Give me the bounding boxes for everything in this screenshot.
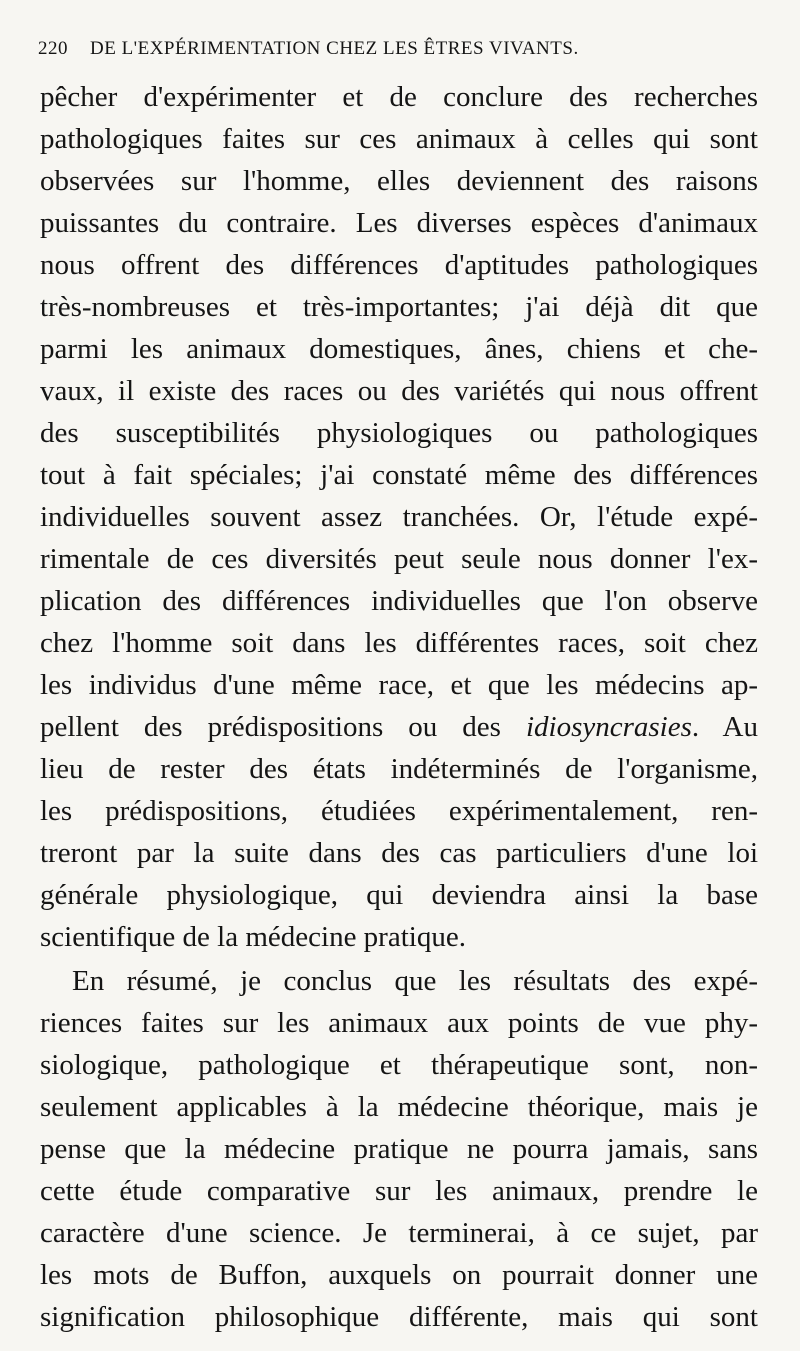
text-line: individuelles souvent assez tranchées. Or, l'étude expé-: [40, 501, 758, 533]
text-line: cette étude comparative sur les animaux, prendre le: [40, 1175, 758, 1207]
text-line: En résumé, je conclus que les résultats des expé-: [72, 965, 758, 997]
page-number: 220: [38, 38, 68, 59]
text-line: observées sur l'homme, elles deviennent des raisons: [40, 165, 758, 197]
text-line: tout à fait spéciales; j'ai constaté même des différences: [40, 459, 758, 491]
text-line: siologique, pathologique et thérapeutique sont, non-: [40, 1049, 758, 1081]
text-line: pathologiques faites sur ces animaux à celles qui sont: [40, 123, 758, 155]
text-line: les mots de Buffon, auxquels on pourrait donner une: [40, 1259, 758, 1291]
paragraph-2: [40, 960, 758, 1338]
text-line: plication des différences individuelles que l'on observe: [40, 585, 758, 617]
text-line: parmi les animaux domestiques, ânes, chiens et che-: [40, 333, 758, 365]
text-line: des susceptibilités physiologiques ou pathologiques: [40, 417, 758, 449]
text-line: treront par la suite dans des cas particuliers d'une loi: [40, 837, 758, 869]
text-line: signification philosophique différente, mais qui sont: [40, 1301, 758, 1333]
text-line: les individus d'une même race, et que les médecins ap-: [40, 669, 758, 701]
text-line: rimentale de ces diversités peut seule nous donner l'ex-: [40, 543, 758, 575]
text-line: très-nombreuses et très-importantes; j'ai déjà dit que: [40, 291, 758, 323]
text-line: nous offrent des différences d'aptitudes pathologiques: [40, 249, 758, 281]
text-line: caractère d'une science. Je terminerai, à ce sujet, par: [40, 1217, 758, 1249]
text-line: seulement applicables à la médecine théorique, mais je: [40, 1091, 758, 1123]
text-line: générale physiologique, qui deviendra ainsi la base: [40, 879, 758, 911]
running-title: DE L'EXPÉRIMENTATION CHEZ LES ÊTRES VIVANTS.: [90, 38, 579, 59]
text-line: puissantes du contraire. Les diverses espèces d'animaux: [40, 207, 758, 239]
italic-term: idiosyncrasies: [525, 711, 692, 743]
text-run: pellent des prédispositions ou des: [40, 711, 526, 743]
running-head: [38, 38, 758, 60]
text-line: scientifique de la médecine pratique.: [40, 921, 466, 953]
text-line: chez l'homme soit dans les différentes races, soit chez: [40, 627, 758, 659]
text-line-with-italic: [40, 706, 758, 748]
paragraph-1: [40, 76, 758, 958]
text-line: riences faites sur les animaux aux points de vue phy-: [40, 1007, 758, 1039]
text-line: pêcher d'expérimenter et de conclure des recherches: [40, 81, 758, 113]
text-line: lieu de rester des états indéterminés de l'organisme,: [40, 753, 758, 785]
text-line: vaux, il existe des races ou des variétés qui nous offrent: [40, 375, 758, 407]
text-run: . Au: [691, 711, 759, 743]
body-text: [40, 76, 758, 1338]
text-line: pense que la médecine pratique ne pourra jamais, sans: [40, 1133, 758, 1165]
text-line: les prédispositions, étudiées expérimentalement, ren-: [40, 795, 758, 827]
